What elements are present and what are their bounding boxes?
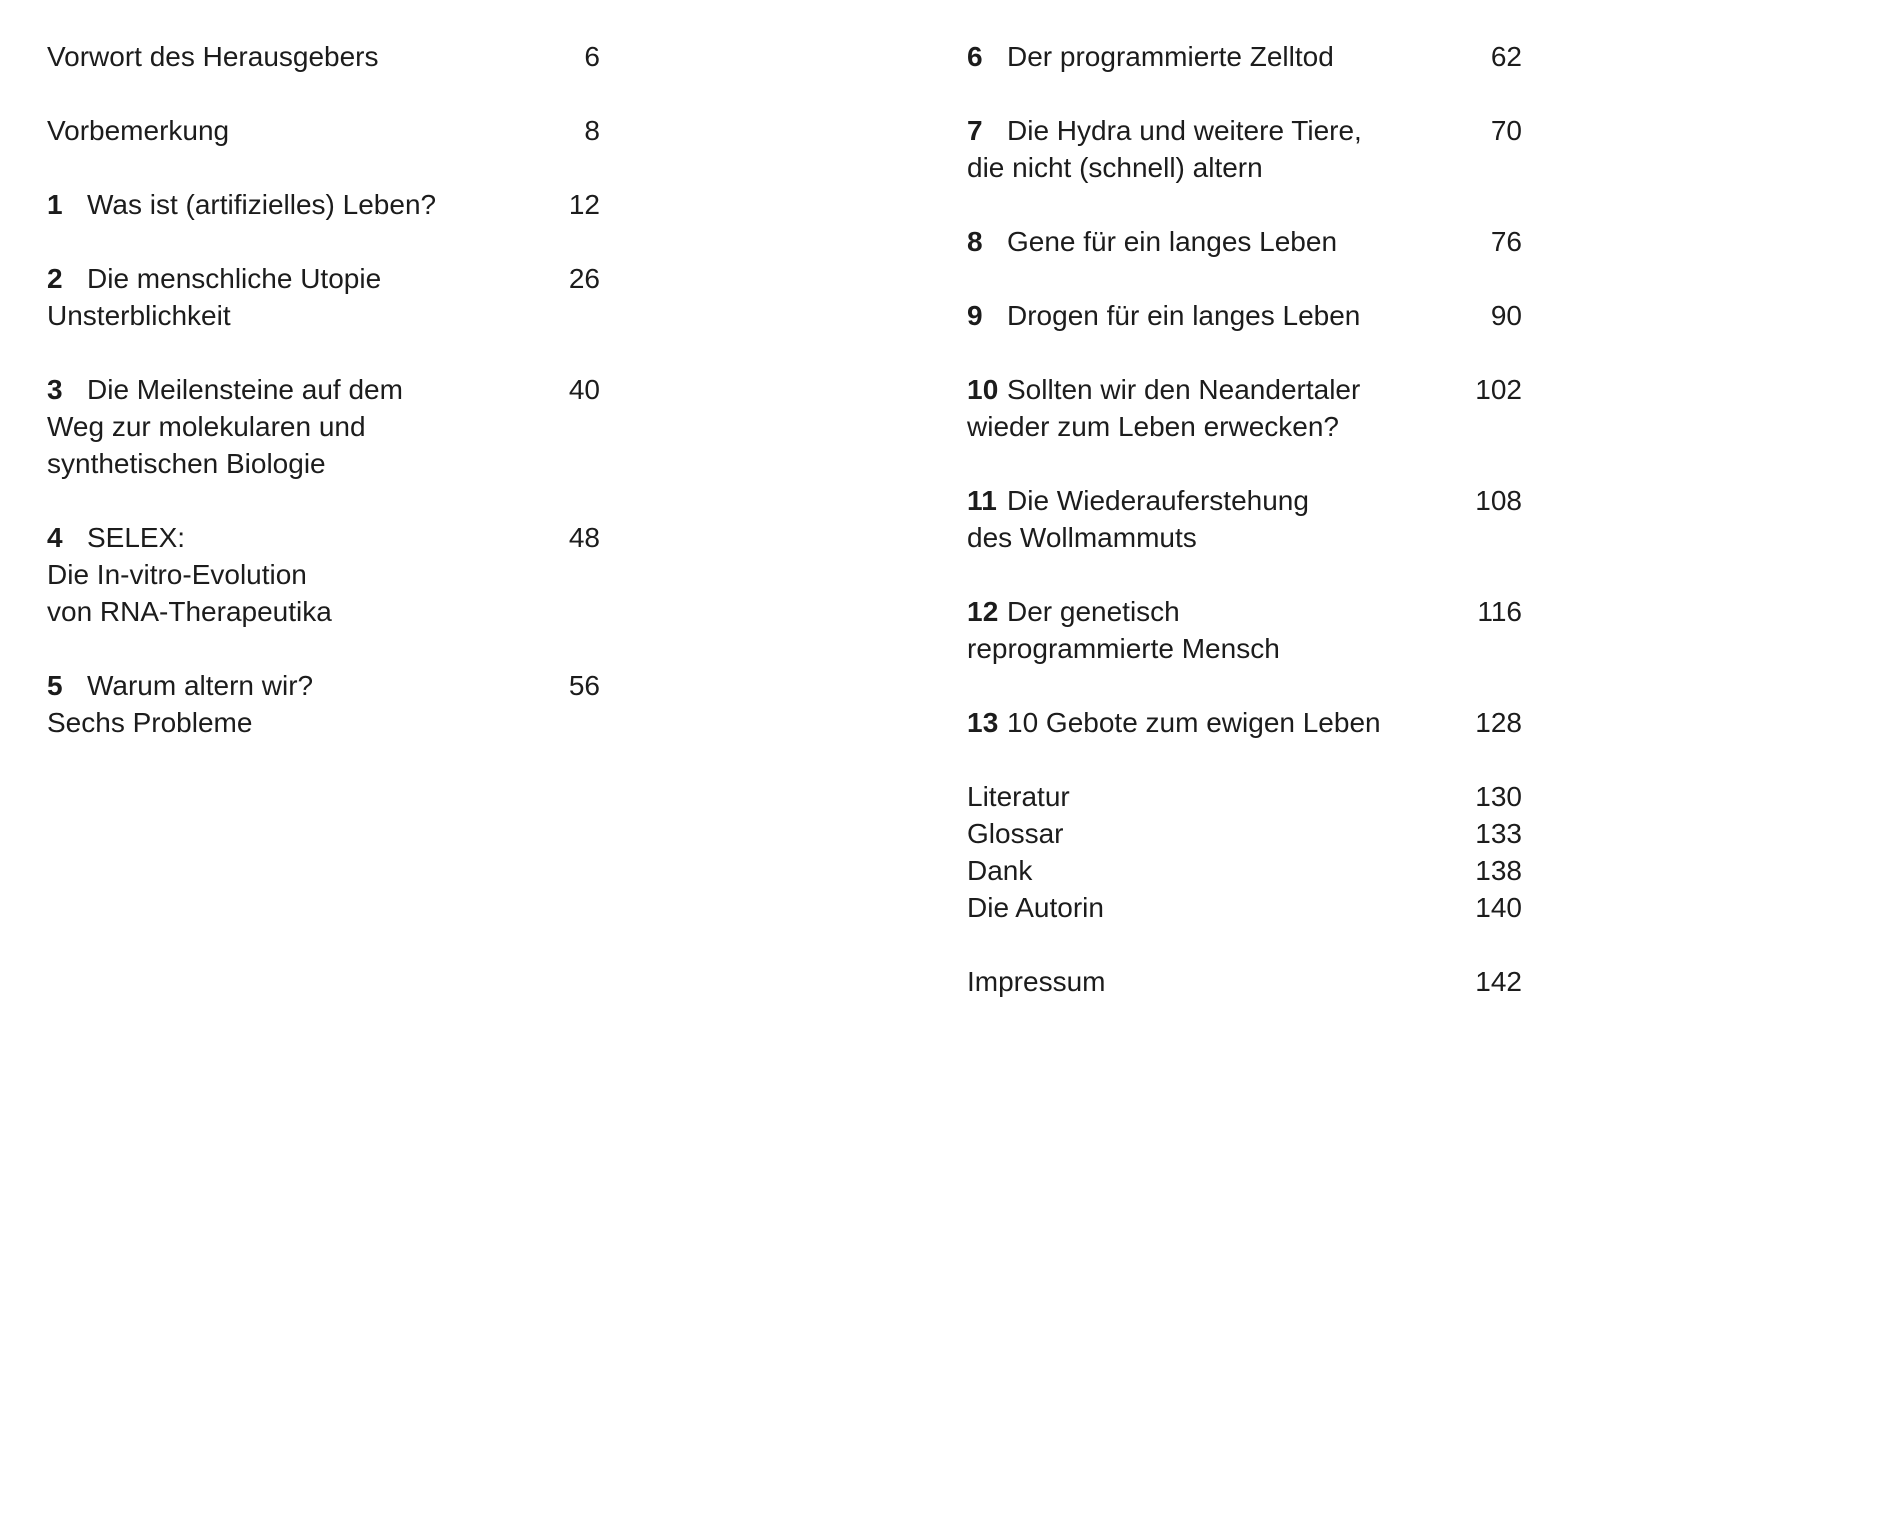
toc-entry-chapter-12	[967, 593, 1522, 667]
chapter-number: 3	[47, 374, 63, 405]
title-first-line	[47, 667, 555, 704]
title-line: Literatur	[967, 781, 1070, 812]
toc-entry-autorin	[967, 889, 1522, 926]
entry-title	[967, 704, 1461, 741]
title-line: Die Meilensteine auf dem	[87, 374, 403, 405]
title-line: Der programmierte Zelltod	[1007, 41, 1334, 72]
title-line: Die menschliche Utopie	[87, 263, 382, 294]
title-first-line	[967, 223, 1477, 260]
toc-entry-chapter-9	[967, 297, 1522, 334]
chapter-number: 6	[967, 41, 983, 72]
entry-title	[967, 482, 1461, 556]
title-line: Weg zur molekularen und	[47, 411, 366, 442]
title-line: synthetischen Biologie	[47, 448, 326, 479]
title-line: des Wollmammuts	[967, 522, 1197, 553]
title-first-line	[967, 38, 1477, 75]
title-line: Sollten wir den Neandertaler	[1007, 374, 1361, 405]
title-line: Die Wiederauferstehung	[1007, 485, 1309, 516]
entry-title	[967, 297, 1477, 334]
toc-entry-dank	[967, 852, 1522, 889]
entry-title	[967, 815, 1461, 852]
title-line: Impressum	[967, 966, 1106, 997]
entry-title	[47, 519, 555, 630]
page-number: 40	[568, 374, 600, 405]
chapter-number: 4	[47, 522, 63, 553]
chapter-number: 7	[967, 115, 983, 146]
entry-title	[967, 38, 1477, 75]
page-number: 12	[568, 189, 600, 220]
toc-entry-chapter-3	[47, 371, 600, 482]
page-number: 116	[1477, 596, 1522, 627]
toc-entry-chapter-1	[47, 186, 600, 223]
entry-title	[967, 852, 1461, 889]
entry-title	[47, 112, 570, 149]
title-first-line	[967, 112, 1477, 149]
entry-title	[967, 223, 1477, 260]
title-line: 10 Gebote zum ewigen Leben	[1007, 707, 1381, 738]
chapter-number: 5	[47, 670, 63, 701]
entry-title	[967, 112, 1477, 186]
title-first-line	[47, 519, 555, 556]
title-line: Der genetisch	[1007, 596, 1180, 627]
title-first-line	[967, 297, 1477, 334]
toc-entry-chapter-5	[47, 667, 600, 741]
page-number: 140	[1475, 892, 1522, 923]
toc-entry-chapter-6	[967, 38, 1522, 75]
title-line: wieder zum Leben erwecken?	[967, 411, 1339, 442]
toc-entry-impressum	[967, 963, 1522, 1000]
page-number: 138	[1475, 855, 1522, 886]
page-number: 90	[1490, 300, 1522, 331]
toc-entry-chapter-13	[967, 704, 1522, 741]
entry-title	[967, 593, 1463, 667]
chapter-number: 13	[967, 707, 999, 738]
page-number: 102	[1475, 374, 1522, 405]
title-first-line	[967, 371, 1461, 408]
title-line: Gene für ein langes Leben	[1007, 226, 1338, 257]
page-number: 26	[568, 263, 600, 294]
page-number: 56	[568, 670, 600, 701]
entry-title	[47, 667, 555, 741]
title-line: Warum altern wir?	[87, 670, 314, 701]
page-number: 76	[1490, 226, 1522, 257]
title-line: reprogrammierte Mensch	[967, 633, 1280, 664]
title-line: Vorwort des Herausgebers	[47, 41, 379, 72]
title-first-line	[47, 260, 555, 297]
toc-entry-vorbemerkung	[47, 112, 600, 149]
toc-right-column	[967, 38, 1522, 1037]
entry-title	[967, 778, 1461, 815]
title-line: Dank	[967, 855, 1033, 886]
toc-entry-literatur	[967, 778, 1522, 815]
entry-title	[967, 963, 1461, 1000]
page-number: 6	[584, 41, 600, 72]
chapter-number: 9	[967, 300, 983, 331]
title-line: Die Autorin	[967, 892, 1104, 923]
entry-title	[47, 371, 555, 482]
title-line: SELEX:	[87, 522, 186, 553]
title-first-line	[967, 704, 1461, 741]
entry-title	[967, 371, 1461, 445]
backmatter-group	[967, 778, 1522, 926]
title-line: von RNA-Therapeutika	[47, 596, 332, 627]
page-number: 142	[1475, 966, 1522, 997]
chapter-number: 8	[967, 226, 983, 257]
page-number: 108	[1475, 485, 1522, 516]
toc-entry-chapter-2	[47, 260, 600, 334]
page-number: 128	[1475, 707, 1522, 738]
title-line: Drogen für ein langes Leben	[1007, 300, 1361, 331]
toc-entry-chapter-8	[967, 223, 1522, 260]
toc-entry-chapter-11	[967, 482, 1522, 556]
title-first-line	[47, 371, 555, 408]
page-number: 133	[1475, 818, 1522, 849]
page-number: 130	[1475, 781, 1522, 812]
title-line: Was ist (artifizielles) Leben?	[87, 189, 437, 220]
chapter-number: 11	[967, 485, 997, 516]
title-first-line	[47, 186, 555, 223]
entry-title	[47, 186, 555, 223]
entry-title	[47, 260, 555, 334]
page-number: 48	[568, 522, 600, 553]
toc-entry-chapter-7	[967, 112, 1522, 186]
title-line: Die Hydra und weitere Tiere,	[1007, 115, 1362, 146]
entry-title	[47, 38, 570, 75]
title-line: Unsterblichkeit	[47, 300, 231, 331]
entry-title	[967, 889, 1461, 926]
toc-entry-chapter-4	[47, 519, 600, 630]
title-first-line	[967, 593, 1463, 630]
toc-entry-glossar	[967, 815, 1522, 852]
page-number: 62	[1490, 41, 1522, 72]
page-number: 8	[584, 115, 600, 146]
title-line: Sechs Probleme	[47, 707, 253, 738]
toc-entry-vorwort	[47, 38, 600, 75]
title-first-line	[967, 482, 1461, 519]
chapter-number: 2	[47, 263, 63, 294]
chapter-number: 1	[47, 189, 63, 220]
chapter-number: 12	[967, 596, 999, 627]
toc-entry-chapter-10	[967, 371, 1522, 445]
title-line: Die In-vitro-Evolution	[47, 559, 307, 590]
title-line: die nicht (schnell) altern	[967, 152, 1263, 183]
title-line: Glossar	[967, 818, 1064, 849]
title-line: Vorbemerkung	[47, 115, 230, 146]
toc-left-column	[47, 38, 600, 778]
chapter-number: 10	[967, 374, 999, 405]
page-number: 70	[1490, 115, 1522, 146]
